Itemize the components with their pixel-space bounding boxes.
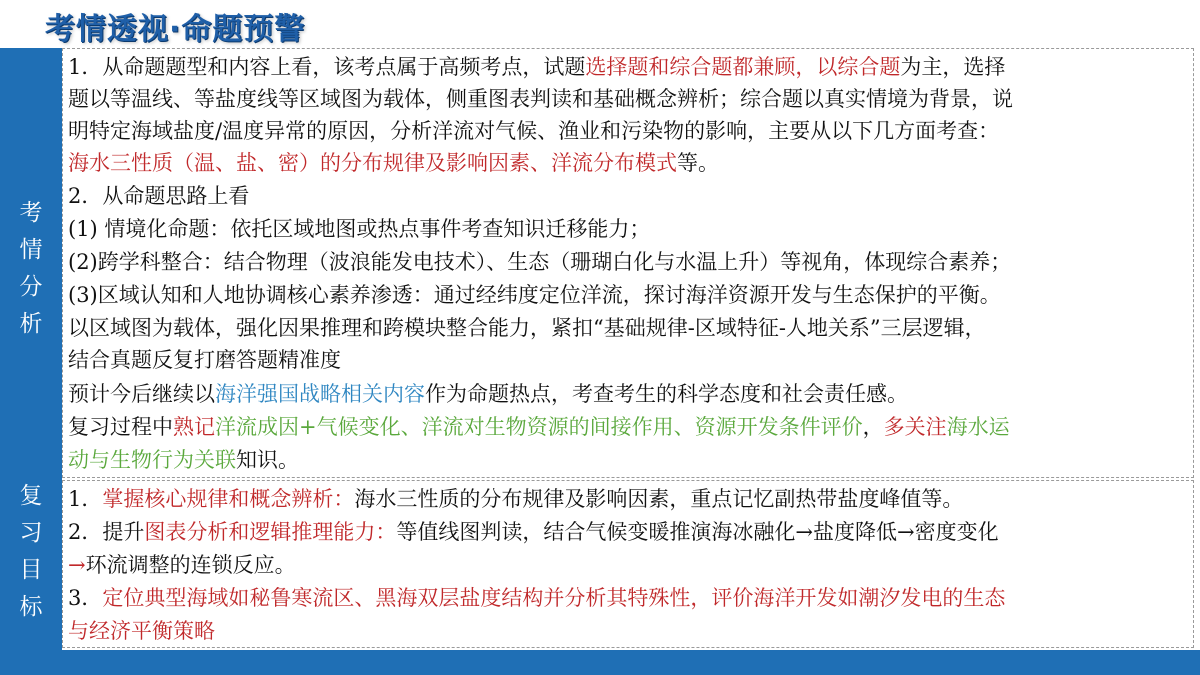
review-line-5: 与经济平衡策略 <box>68 619 215 643</box>
text: 作为命题热点，考查考生的科学态度和社会责任感。 <box>425 382 908 406</box>
highlight-text: 掌握核心规律和概念辨析： <box>102 487 355 511</box>
text: 环流调整的连锁反应。 <box>85 553 296 577</box>
analysis-line-11 <box>68 378 1191 410</box>
analysis-line-7: (2)跨学科整合：结合物理（波浪能发电技术）、生态（珊瑚白化与水温上升）等视角，体现综合素养； <box>68 250 1012 274</box>
footer-bar <box>0 650 1200 675</box>
content-area <box>62 48 1198 648</box>
text: 为主，选择 <box>900 55 1006 79</box>
highlight-text: 选择题和综合题都兼顾，以综合题 <box>585 55 901 79</box>
sidebar-label-review: 复 习 目 标 <box>19 483 43 620</box>
text: 预计今后继续以 <box>68 382 215 406</box>
text: 海水三性质的分布规律及影响因素，重点记忆副热带盐度峰值等。 <box>354 487 964 511</box>
highlight-text: 多关注 <box>883 415 947 439</box>
sidebar-label-analysis: 考 情 分 析 <box>19 200 43 337</box>
analysis-line-5: 2．从命题思路上看 <box>68 184 250 208</box>
highlight-text: 海洋强国战略相关内容 <box>215 382 425 406</box>
analysis-line-13 <box>68 444 1191 476</box>
review-box <box>62 480 1194 648</box>
analysis-line-3: 明特定海域盐度/温度异常的原因，分析洋流对气候、渔业和污染物的影响，主要从以下几方面考查： <box>68 119 1000 143</box>
text: 知识。 <box>236 448 299 472</box>
highlight-text: 海水运 <box>946 415 1010 439</box>
analysis-line-4 <box>68 147 1191 179</box>
text: 1． <box>68 487 103 511</box>
analysis-line-6: (1) 情境化命题：依托区域地图或热点事件考查知识迁移能力； <box>68 217 651 241</box>
text: 1．从命题题型和内容上看，该考点属于高频考点，试题 <box>68 55 586 79</box>
analysis-line-9: 以区域图为载体，强化因果推理和跨模块整合能力，紧扣“基础规律-区域特征-人地关系”三层逻辑， <box>68 316 986 340</box>
highlight-text: 图表分析和逻辑推理能力： <box>144 520 397 544</box>
review-line-4 <box>68 582 1191 614</box>
analysis-line-12 <box>68 411 1191 443</box>
text: ， <box>862 415 884 439</box>
analysis-line-2: 题以等温线、等盐度线等区域图为载体，侧重图表判读和基础概念辨析；综合题以真实情境为背景，说 <box>68 87 1013 111</box>
analysis-box <box>62 48 1194 478</box>
text: 等。 <box>677 151 719 175</box>
analysis-line-8: (3)区域认知和人地协调核心素养渗透：通过经纬度定位洋流，探讨海洋资源开发与生态保护的平衡。 <box>68 283 1001 307</box>
highlight-text: 定位典型海域如秘鲁寒流区、黑海双层盐度结构并分析其特殊性，评价海洋开发如潮汐发电的生态 <box>102 586 1006 610</box>
text: 2．提升 <box>68 520 145 544</box>
arrow-text: → <box>68 553 86 577</box>
highlight-text: 熟记 <box>173 415 215 439</box>
text: 等值线图判读，结合气候变暖推演海冰融化→盐度降低→密度变化 <box>396 520 999 544</box>
review-line-2 <box>68 516 1191 548</box>
analysis-line-1 <box>68 51 1191 83</box>
review-line-3 <box>68 549 1191 581</box>
highlight-text: 洋流成因+气候变化、洋流对生物资源的间接作用、资源开发条件评价 <box>215 415 863 439</box>
highlight-text: 海水三性质（温、盐、密）的分布规律及影响因素、洋流分布模式 <box>68 151 677 175</box>
text: 复习过程中 <box>68 415 173 439</box>
page-title: 考情透视·命题预警 <box>45 12 306 47</box>
highlight-text: 动与生物行为关联 <box>68 448 236 472</box>
text: 3． <box>68 586 103 610</box>
analysis-line-10: 结合真题反复打磨答题精准度 <box>68 348 341 372</box>
review-line-1 <box>68 483 1191 515</box>
